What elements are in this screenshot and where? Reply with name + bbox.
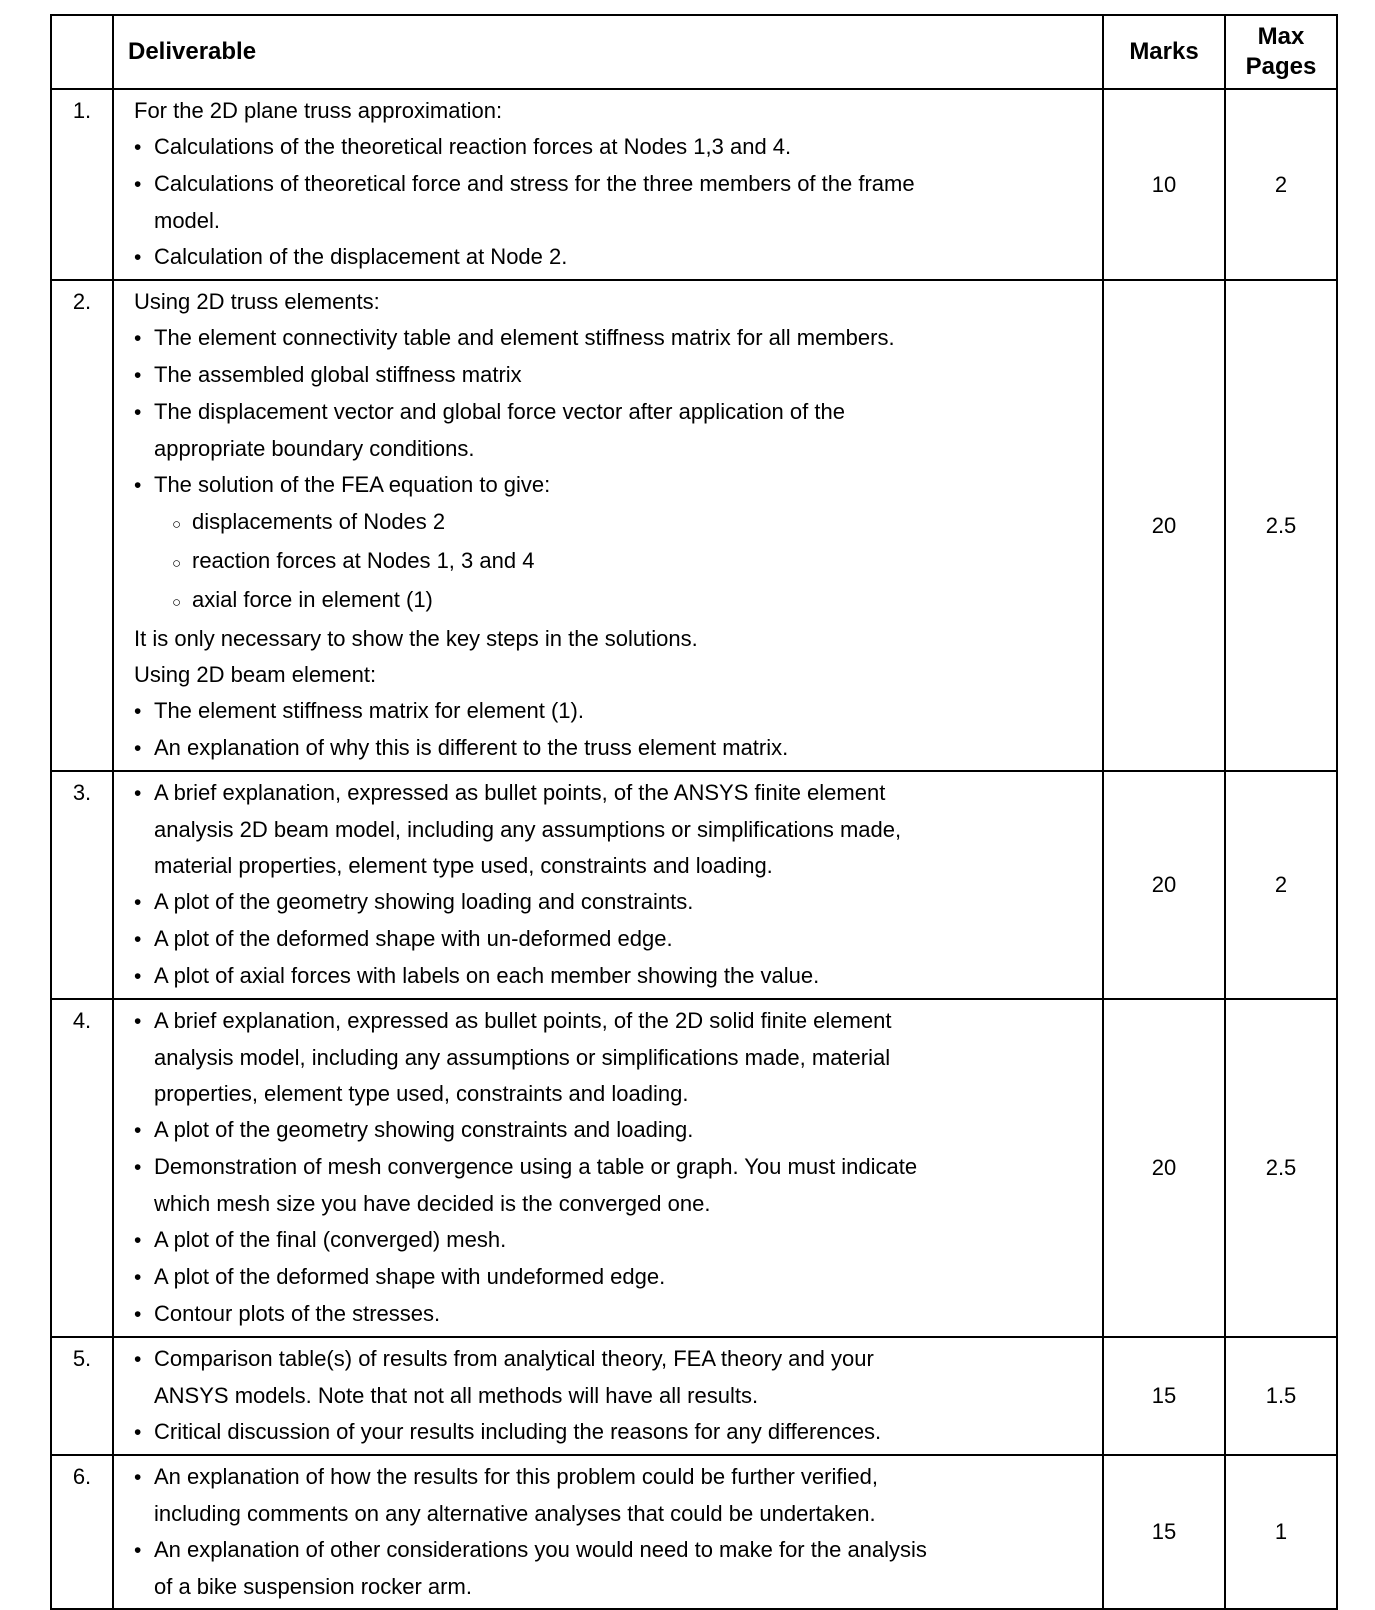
line-text: An explanation of other considerations you would need to make for the analysis: [154, 1537, 927, 1562]
deliverable-line: [128, 812, 1096, 848]
deliverable-line: [128, 239, 1096, 276]
line-text: Critical discussion of your results including the reasons for any differences.: [154, 1419, 882, 1444]
bullet-icon: •: [134, 136, 142, 159]
line-text: A plot of the geometry showing loading and constraints.: [154, 889, 694, 914]
row-number: 1.: [51, 89, 113, 280]
deliverable-line: [128, 1076, 1096, 1112]
line-text: The element connectivity table and element stiffness matrix for all members.: [154, 325, 895, 350]
bullet-icon: •: [134, 965, 142, 988]
deliverable-line: [128, 582, 1096, 621]
bullet-icon: •: [134, 1229, 142, 1252]
bullet-icon: •: [134, 173, 142, 196]
line-text: Using 2D beam element:: [134, 662, 377, 687]
deliverable-line: [128, 203, 1096, 239]
deliverable-line: [128, 394, 1096, 431]
line-text: For the 2D plane truss approximation:: [134, 98, 503, 123]
header-number-cell: [51, 15, 113, 89]
line-text: which mesh size you have decided is the converged one.: [154, 1191, 711, 1216]
deliverable-line: [128, 1532, 1096, 1569]
header-row: [51, 15, 1337, 89]
marks-value: 20: [1103, 999, 1225, 1337]
subbullet-icon: ○: [172, 516, 182, 533]
line-text: A plot of the deformed shape with undeformed edge.: [154, 1264, 666, 1289]
bullet-icon: •: [134, 737, 142, 760]
row-number: 3.: [51, 771, 113, 999]
deliverable-line: [128, 1112, 1096, 1149]
bullet-icon: •: [134, 891, 142, 914]
line-text: Demonstration of mesh convergence using a table or graph. You must indicate: [154, 1154, 918, 1179]
deliverable-line: [128, 357, 1096, 394]
deliverable-cell: [113, 1337, 1103, 1455]
deliverable-cell: [113, 771, 1103, 999]
line-text: Calculations of the theoretical reaction forces at Nodes 1,3 and 4.: [154, 134, 792, 159]
bullet-icon: •: [134, 700, 142, 723]
deliverable-line: [128, 848, 1096, 884]
line-text: analysis 2D beam model, including any assumptions or simplifications made,: [154, 817, 902, 842]
row-number: 4.: [51, 999, 113, 1337]
line-text: The solution of the FEA equation to give:: [154, 472, 551, 497]
header-marks: Marks: [1103, 15, 1225, 89]
deliverable-line: [128, 1341, 1096, 1378]
document-page: [50, 14, 1338, 1610]
max-pages-value: 1: [1225, 1455, 1337, 1609]
line-text: The element stiffness matrix for element (1).: [154, 698, 584, 723]
line-text: Calculation of the displacement at Node 2.: [154, 244, 568, 269]
deliverable-line: [128, 320, 1096, 357]
table-row: [51, 999, 1337, 1337]
deliverable-cell: [113, 999, 1103, 1337]
table-header: [51, 15, 1337, 89]
subbullet-icon: ○: [172, 594, 182, 611]
bullet-icon: •: [134, 1156, 142, 1179]
bullet-icon: •: [134, 474, 142, 497]
line-text: of a bike suspension rocker arm.: [154, 1574, 472, 1599]
line-text: properties, element type used, constraints and loading.: [154, 1081, 689, 1106]
max-pages-value: 2.5: [1225, 999, 1337, 1337]
line-text: appropriate boundary conditions.: [154, 436, 475, 461]
line-text: including comments on any alternative analyses that could be undertaken.: [154, 1501, 876, 1526]
line-text: Comparison table(s) of results from analytical theory, FEA theory and your: [154, 1346, 874, 1371]
line-text: A plot of the deformed shape with un-deformed edge.: [154, 926, 673, 951]
bullet-icon: •: [134, 401, 142, 424]
deliverable-line: [128, 1149, 1096, 1186]
bullet-icon: •: [134, 1466, 142, 1489]
deliverable-line: [128, 543, 1096, 582]
max-pages-value: 2: [1225, 771, 1337, 999]
table-row: [51, 89, 1337, 280]
deliverable-line: [128, 129, 1096, 166]
table-row: [51, 1337, 1337, 1455]
line-text: It is only necessary to show the key steps in the solutions.: [134, 626, 698, 651]
table-row: [51, 280, 1337, 771]
bullet-icon: •: [134, 1421, 142, 1444]
line-text: An explanation of how the results for this problem could be further verified,: [154, 1464, 878, 1489]
deliverable-line: [128, 1459, 1096, 1496]
table-body: [51, 89, 1337, 1609]
deliverable-line: [128, 657, 1096, 693]
bullet-icon: •: [134, 782, 142, 805]
marks-value: 15: [1103, 1337, 1225, 1455]
marks-value: 20: [1103, 280, 1225, 771]
bullet-icon: •: [134, 1348, 142, 1371]
line-text: A plot of the final (converged) mesh.: [154, 1227, 507, 1252]
deliverable-line: [128, 504, 1096, 543]
deliverable-line: [128, 1414, 1096, 1451]
deliverable-line: [128, 1259, 1096, 1296]
line-text: Calculations of theoretical force and stress for the three members of the frame: [154, 171, 915, 196]
deliverable-line: [128, 1496, 1096, 1532]
bullet-icon: •: [134, 327, 142, 350]
subbullet-icon: ○: [172, 555, 182, 572]
max-pages-value: 2: [1225, 89, 1337, 280]
table-row: [51, 1455, 1337, 1609]
line-text: reaction forces at Nodes 1, 3 and 4: [192, 548, 535, 573]
header-deliverable: Deliverable: [113, 15, 1103, 89]
deliverable-line: [128, 284, 1096, 320]
deliverable-line: [128, 730, 1096, 767]
line-text: model.: [154, 208, 221, 233]
deliverable-line: [128, 1296, 1096, 1333]
bullet-icon: •: [134, 1010, 142, 1033]
line-text: ANSYS models. Note that not all methods will have all results.: [154, 1383, 759, 1408]
line-text: An explanation of why this is different to the truss element matrix.: [154, 735, 789, 760]
line-text: Contour plots of the stresses.: [154, 1301, 441, 1326]
marks-value: 15: [1103, 1455, 1225, 1609]
line-text: Using 2D truss elements:: [134, 289, 380, 314]
line-text: A plot of axial forces with labels on each member showing the value.: [154, 963, 820, 988]
table-row: [51, 771, 1337, 999]
bullet-icon: •: [134, 1119, 142, 1142]
deliverable-line: [128, 884, 1096, 921]
deliverable-line: [128, 1040, 1096, 1076]
deliverable-line: [128, 431, 1096, 467]
bullet-icon: •: [134, 1303, 142, 1326]
deliverable-line: [128, 1378, 1096, 1414]
bullet-icon: •: [134, 1539, 142, 1562]
deliverable-line: [128, 1186, 1096, 1222]
deliverable-line: [128, 621, 1096, 657]
deliverable-cell: [113, 280, 1103, 771]
bullet-icon: •: [134, 364, 142, 387]
marks-value: 20: [1103, 771, 1225, 999]
bullet-icon: •: [134, 246, 142, 269]
deliverable-line: [128, 467, 1096, 504]
marks-value: 10: [1103, 89, 1225, 280]
row-number: 6.: [51, 1455, 113, 1609]
deliverable-cell: [113, 89, 1103, 280]
deliverable-line: [128, 775, 1096, 812]
line-text: A brief explanation, expressed as bullet points, of the ANSYS finite element: [154, 780, 886, 805]
line-text: A plot of the geometry showing constraints and loading.: [154, 1117, 694, 1142]
line-text: analysis model, including any assumptions or simplifications made, material: [154, 1045, 891, 1070]
line-text: A brief explanation, expressed as bullet points, of the 2D solid finite element: [154, 1008, 892, 1033]
row-number: 2.: [51, 280, 113, 771]
deliverable-line: [128, 93, 1096, 129]
deliverable-cell: [113, 1455, 1103, 1609]
deliverable-line: [128, 693, 1096, 730]
line-text: The assembled global stiffness matrix: [154, 362, 522, 387]
bullet-icon: •: [134, 928, 142, 951]
max-pages-value: 1.5: [1225, 1337, 1337, 1455]
row-number: 5.: [51, 1337, 113, 1455]
deliverable-line: [128, 1569, 1096, 1605]
line-text: material properties, element type used, constraints and loading.: [154, 853, 773, 878]
header-max-pages: Max Pages: [1225, 15, 1337, 89]
deliverable-line: [128, 921, 1096, 958]
line-text: axial force in element (1): [192, 587, 433, 612]
deliverable-line: [128, 958, 1096, 995]
deliverables-table: [50, 14, 1338, 1610]
deliverable-line: [128, 166, 1096, 203]
deliverable-line: [128, 1003, 1096, 1040]
deliverable-line: [128, 1222, 1096, 1259]
line-text: The displacement vector and global force vector after application of the: [154, 399, 845, 424]
bullet-icon: •: [134, 1266, 142, 1289]
line-text: displacements of Nodes 2: [192, 509, 446, 534]
max-pages-value: 2.5: [1225, 280, 1337, 771]
